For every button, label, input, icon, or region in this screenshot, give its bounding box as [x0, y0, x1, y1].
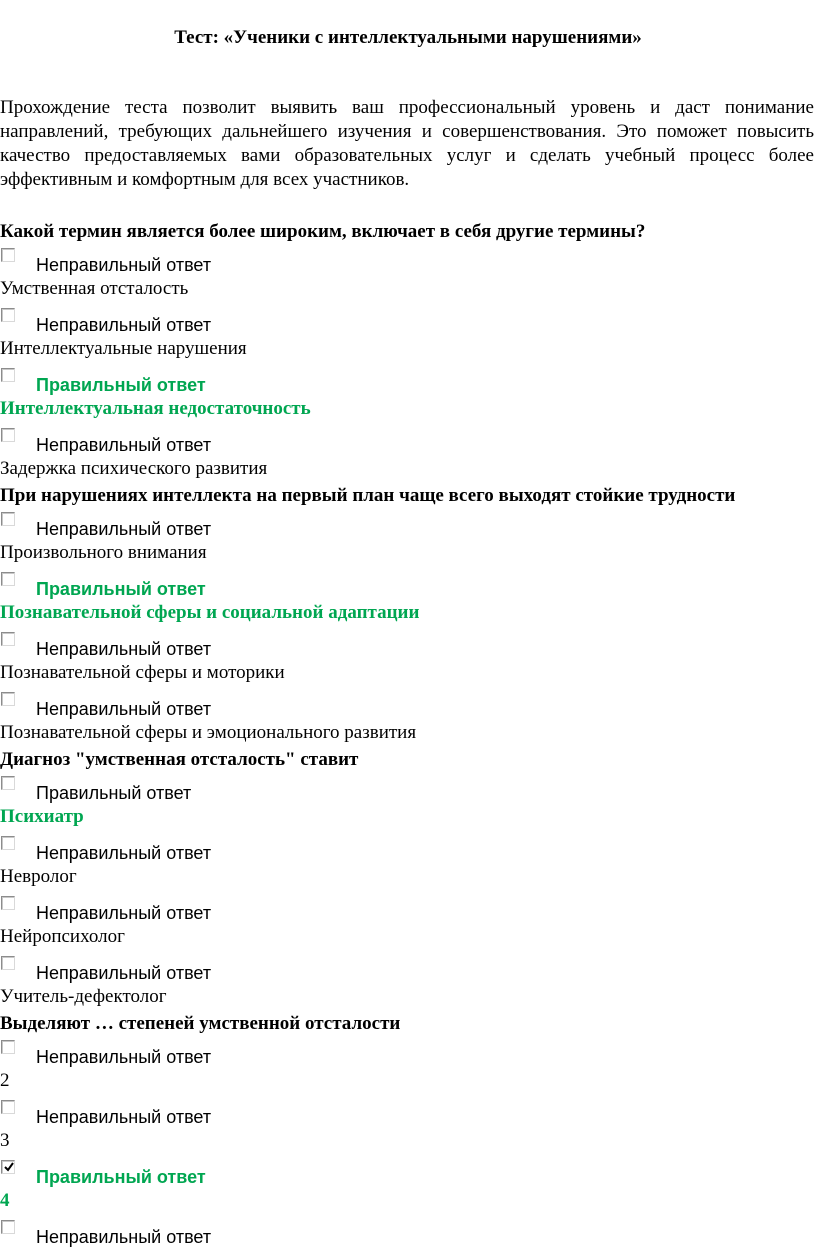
answer-status: Неправильный ответ	[36, 903, 212, 923]
checkbox-icon[interactable]	[1, 692, 15, 706]
answer-status: Правильный ответ	[36, 1167, 206, 1187]
answer-text: Умственная отсталость	[0, 278, 189, 299]
answer-status: Неправильный ответ	[36, 315, 212, 335]
checkbox-icon[interactable]	[1, 572, 15, 586]
answer-status: Неправильный ответ	[36, 639, 212, 659]
checkbox-icon[interactable]	[1, 956, 15, 970]
answer-status: Неправильный ответ	[36, 1047, 212, 1067]
checkbox-icon[interactable]	[1, 1040, 15, 1054]
answer-text: Интеллектуальная недостаточность	[0, 398, 311, 419]
checkbox-icon[interactable]	[1, 248, 15, 262]
checkbox-checked-icon[interactable]	[1, 1160, 15, 1174]
checkbox-icon[interactable]	[1, 776, 15, 790]
answer-status: Неправильный ответ	[36, 1227, 212, 1247]
answer-status: Правильный ответ	[36, 783, 192, 803]
checkbox-icon[interactable]	[1, 632, 15, 646]
answer-text: Задержка психического развития	[0, 458, 268, 479]
answer-text: 3	[0, 1130, 10, 1151]
answer-status: Правильный ответ	[36, 579, 206, 599]
answer-text: 2	[0, 1070, 10, 1091]
checkbox-icon[interactable]	[1, 896, 15, 910]
answer-text: Психиатр	[0, 806, 84, 827]
answer-status: Неправильный ответ	[36, 255, 212, 275]
checkbox-icon[interactable]	[1, 428, 15, 442]
checkbox-icon[interactable]	[1, 368, 15, 382]
checkbox-icon[interactable]	[1, 308, 15, 322]
page-title: Тест: «Ученики с интеллектуальными нарушениями»	[174, 27, 642, 48]
answer-status: Неправильный ответ	[36, 435, 212, 455]
answer-text: Нейропсихолог	[0, 926, 125, 947]
question-text: При нарушениях интеллекта на первый план чаще всего выходят стойкие трудности	[0, 485, 736, 506]
answer-status: Неправильный ответ	[36, 963, 212, 983]
question-text: Диагноз "умственная отсталость" ставит	[0, 749, 359, 770]
question-text: Какой термин является более широким, включает в себя другие термины?	[0, 221, 646, 242]
checkbox-icon[interactable]	[1, 512, 15, 526]
answer-text: Познавательной сферы и эмоционального развития	[0, 722, 417, 743]
answer-text: Интеллектуальные нарушения	[0, 338, 247, 359]
answer-status: Правильный ответ	[36, 375, 206, 395]
intro-paragraph: Прохождение теста позволит выявить ваш профессиональный уровень и даст понимание направлений, требующих дальнейшего изучения и совершенствования. Это поможет повысить качество предоставляемых вами образовательных услуг и сделать учебный процесс более эффективным и комфортным для всех участников.	[0, 97, 814, 190]
answer-status: Неправильный ответ	[36, 519, 212, 539]
answer-text: Невролог	[0, 866, 77, 887]
checkbox-icon[interactable]	[1, 1220, 15, 1234]
answer-status: Неправильный ответ	[36, 699, 212, 719]
question-text: Выделяют … степеней умственной отсталости	[0, 1013, 401, 1034]
answer-status: Неправильный ответ	[36, 843, 212, 863]
answer-text: 4	[0, 1190, 10, 1211]
answer-text: Учитель-дефектолог	[0, 986, 167, 1007]
answer-text: Произвольного внимания	[0, 542, 207, 563]
checkbox-icon[interactable]	[1, 1100, 15, 1114]
answer-text: Познавательной сферы и моторики	[0, 662, 285, 683]
answer-text: Познавательной сферы и социальной адаптации	[0, 602, 420, 623]
answer-status: Неправильный ответ	[36, 1107, 212, 1127]
checkbox-icon[interactable]	[1, 836, 15, 850]
